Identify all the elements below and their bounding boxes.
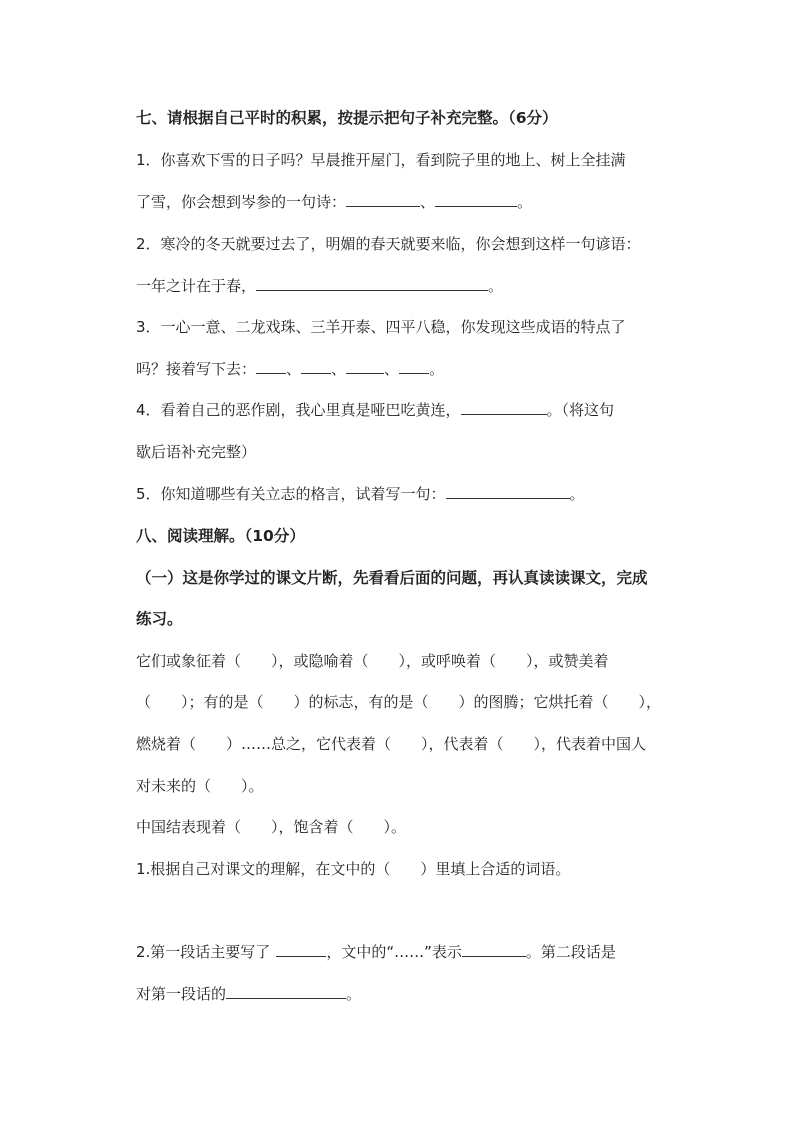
answer-blank[interactable] [226, 984, 346, 999]
q5-line [136, 484, 666, 504]
separator: 、 [286, 360, 302, 378]
q2-line2 [136, 276, 666, 296]
q2-text-a: 2.第一段话主要写了 [136, 943, 271, 961]
q2-text-c: 。第二段话是 [525, 943, 616, 961]
q1-line2-text: 了雪，你会想到岑参的一句诗： [136, 193, 347, 211]
period: 。 [517, 193, 533, 211]
period: 。 [569, 485, 585, 503]
q2-text-b: ，文中的“……”表示 [326, 943, 462, 961]
q4-line2: 歇后语补充完整） [136, 443, 257, 461]
period: 。 [429, 360, 445, 378]
reading-q2-line1 [136, 942, 666, 962]
answer-blank[interactable] [276, 942, 326, 957]
reading-q1: 1.根据自己对课文的理解，在文中的（ ）里填上合适的词语。 [136, 860, 571, 878]
answer-blank[interactable] [346, 192, 420, 207]
q4-line1-text: 4．看着自己的恶作剧，我心里真是哑巴吃黄连， [136, 401, 461, 419]
answer-blank[interactable] [301, 359, 331, 374]
reading-q2-line2 [136, 984, 666, 1004]
passage2-line1: 中国结表现着（ ），饱含着（ ）。 [136, 818, 407, 836]
answer-blank[interactable] [399, 359, 429, 374]
q1-line2 [136, 192, 666, 212]
sub-heading-line2: 练习。 [136, 610, 183, 628]
answer-blank[interactable] [256, 359, 286, 374]
q5-text: 5．你知道哪些有关立志的格言，试着写一句： [136, 485, 446, 503]
answer-blank[interactable] [346, 359, 384, 374]
q4-line1-suffix: 。（将这句 [546, 401, 615, 419]
section8-title: 八、阅读理解。（10分） [136, 527, 305, 545]
period: 。 [346, 985, 362, 1003]
answer-blank[interactable] [256, 276, 488, 291]
passage-line3: 燃烧着（ ）……总之，它代表着（ ），代表着（ ），代表着中国人 [136, 735, 647, 753]
q3-line1: 3．一心一意、二龙戏珠、三羊开泰、四平八稳，你发现这些成语的特点了 [136, 318, 626, 336]
answer-blank[interactable] [435, 192, 517, 207]
q2-line1: 2．寒冷的冬天就要过去了，明媚的春天就要来临，你会想到这样一句谚语： [136, 235, 641, 253]
answer-blank[interactable] [446, 484, 570, 499]
q1-line1: 1．你喜欢下雪的日子吗？早晨推开屋门，看到院子里的地上、树上全挂满 [136, 151, 626, 169]
separator: 、 [384, 360, 400, 378]
passage-line2: （ ）；有的是（ ）的标志，有的是（ ）的图腾；它烘托着（ ）， [136, 693, 662, 711]
period: 。 [488, 277, 504, 295]
separator: 、 [331, 360, 347, 378]
passage-line1: 它们或象征着（ ），或隐喻着（ ），或呼唤着（ ），或赞美着 [136, 652, 609, 670]
q3-line2-text: 吗？接着写下去： [136, 360, 257, 378]
q2-line2-text: 一年之计在于春， [136, 277, 257, 295]
q2-line2-text: 对第一段话的 [136, 985, 227, 1003]
section7-title: 七、请根据自己平时的积累，按提示把句子补充完整。（6分） [136, 109, 558, 127]
q4-line1 [136, 400, 666, 420]
separator: 、 [420, 193, 436, 211]
answer-blank[interactable] [462, 942, 526, 957]
passage-line4: 对未来的（ ）。 [136, 777, 264, 795]
q3-line2 [136, 359, 666, 379]
sub-heading-line1: （一）这是你学过的课文片断，先看看后面的问题，再认真读读课文，完成 [136, 569, 648, 587]
answer-blank[interactable] [461, 400, 547, 415]
